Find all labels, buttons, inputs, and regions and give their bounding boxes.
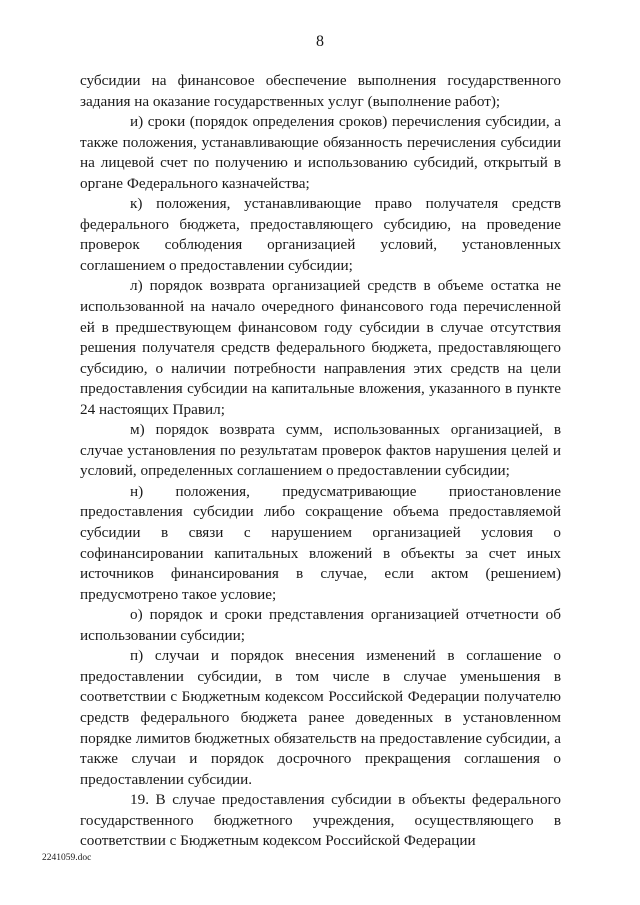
paragraph-item-i: и) сроки (порядок определения сроков) перечисления субсидии, а также положения, устанавливающие обязанность перечисления субсидии на лицевой счет по получению и использованию субсидий, открытый в органе Федерального казначейства; (80, 113, 561, 192)
document-body (80, 71, 561, 852)
paragraph-item-p: п) случаи и порядок внесения изменений в соглашение о предоставлении субсидии, в том числе в случае уменьшения в соответствии с Бюджетным кодексом Российской Федерации получателю средств федерального бюджета ранее доведенных в установленном порядке лимитов бюджетных обязательств на предоставление субсидии, а также случаи и порядок досрочного прекращения соглашения о предоставлении субсидии. (80, 647, 561, 788)
paragraph-item-m: м) порядок возврата сумм, использованных организацией, в случае установления по результатам проверок фактов нарушения целей и условий, определенных соглашением о предоставлении субсидии; (80, 421, 561, 480)
paragraph-item-o: о) порядок и сроки представления организацией отчетности об использовании субсидии; (80, 606, 561, 644)
paragraph-item-n: н) положения, предусматривающие приостановление предоставления субсидии либо сокращение объема предоставляемой субсидии в связи с нарушением организацией условия о софинансировании капитальных вложений в объекты за счет иных источников финансирования в случае, если актом (решением) предусмотрено такое условие; (80, 482, 561, 603)
footer-filename: 2241059.doc (42, 853, 92, 863)
paragraph-item-l: л) порядок возврата организацией средств в объеме остатка не использованной на начало очередного финансового года перечисленной ей в предшествующем финансовом году субсидии в случае отсутствия решения получателя средств федерального бюджета, предоставляющего субсидию, о наличии потребности направления этих средств на цели предоставления субсидии на капитальные вложения, указанного в пункте 24 настоящих Правил; (80, 277, 561, 418)
paragraph-continuation: субсидии на финансовое обеспечение выполнения государственного задания на оказание государственных услуг (выполнение работ); (80, 72, 561, 110)
page-number: 8 (316, 33, 324, 50)
paragraph-item-k: к) положения, устанавливающие право получателя средств федерального бюджета, предоставляющего субсидию, на проведение проверок соблюдения организацией условий, установленных соглашением о предоставлении субсидии; (80, 195, 561, 274)
paragraph-clause-19: 19. В случае предоставления субсидии в объекты федерального государственного бюджетного учреждения, осуществляющего в соответствии с Бюджетным кодексом Российской Федерации (80, 791, 561, 850)
